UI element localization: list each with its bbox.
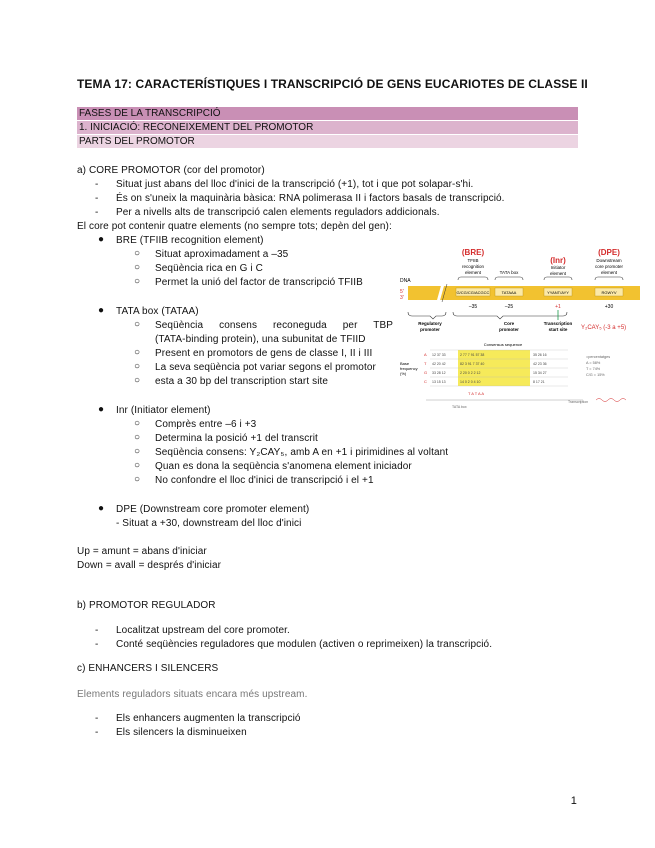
page-number: 1 bbox=[570, 795, 577, 807]
matrix-stat: C/G = 15% bbox=[586, 373, 605, 377]
bre-sequence: G/CG/CG/ACGCC bbox=[456, 290, 490, 295]
circle-bullet: ○ bbox=[134, 361, 141, 372]
matrix-row-label: T bbox=[424, 361, 427, 366]
bre-label: BRE (TFIIB recognition element) bbox=[116, 235, 264, 246]
circle-bullet: ○ bbox=[134, 248, 141, 259]
dpe-position: +30 bbox=[604, 304, 614, 310]
matrix-title: Consensus sequence bbox=[483, 342, 523, 347]
updown-line: Up = amunt = abans d'iniciar bbox=[77, 546, 207, 557]
page-title: TEMA 17: CARACTERÍSTIQUES I TRANSCRIPCIÓ DE GENS EUCARIOTES DE CLASSE II bbox=[77, 77, 588, 91]
dpe-sub: - Situat a +30, downstream del lloc d'inici bbox=[116, 518, 302, 529]
bre-tag: (BRE) bbox=[461, 248, 485, 257]
core-bullet: Situat just abans del lloc d'inici de la transcripció (+1), tot i que pot solapar-s'hi. bbox=[116, 179, 474, 190]
dpe-desc: element bbox=[600, 270, 618, 275]
section-band-iniciacio: 1. INICIACIÓ: RECONEIXEMENT DEL PROMOTOR bbox=[77, 121, 578, 134]
bre-desc: element bbox=[464, 270, 482, 275]
circle-bullet: ○ bbox=[134, 347, 141, 358]
tata-label: TATA box (TATAA) bbox=[116, 306, 199, 317]
bre-desc: recognition bbox=[461, 264, 485, 269]
circle-bullet: ○ bbox=[134, 474, 141, 485]
section-band-parts: PARTS DEL PROMOTOR bbox=[77, 135, 578, 148]
brace bbox=[453, 312, 567, 319]
circle-bullet: ○ bbox=[134, 446, 141, 457]
disc-bullet: ● bbox=[98, 234, 105, 245]
svg-text:15 34 27: 15 34 27 bbox=[533, 371, 547, 375]
dpe-tag: (DPE) bbox=[598, 248, 620, 257]
inr-desc: element bbox=[549, 271, 567, 276]
svg-text:8 17 21: 8 17 21 bbox=[533, 380, 545, 384]
inr-item: No confondre el lloc d'inici de transcripció i el +1 bbox=[155, 475, 374, 486]
tata-position: –25 bbox=[504, 304, 514, 310]
tata-sequence: TATAAA bbox=[501, 290, 517, 295]
bre-item: Seqüència rica en G i C bbox=[155, 263, 263, 274]
matrix-row-label: A bbox=[424, 352, 427, 357]
enhancers-intro: Elements reguladors situats encara més upstream. bbox=[77, 689, 308, 700]
svg-text:33 28 12: 33 28 12 bbox=[432, 371, 446, 375]
circle-bullet: ○ bbox=[134, 418, 141, 429]
five-prime: 5' bbox=[400, 289, 404, 295]
core-intro: El core pot contenir quatre elements (no sempre tots; depèn del gen): bbox=[77, 221, 392, 232]
matrix-axis-start: TATA box bbox=[452, 405, 467, 409]
three-prime: 3' bbox=[400, 295, 404, 301]
matrix-stat: A = 58% bbox=[586, 361, 601, 365]
base-frequency-label: (%) bbox=[400, 371, 407, 376]
svg-text:42 23 36: 42 23 36 bbox=[533, 362, 547, 366]
circle-bullet: ○ bbox=[134, 460, 141, 471]
dpe-desc: core promoter bbox=[594, 264, 624, 269]
regulator-bullet: Localitzat upstream del core promoter. bbox=[116, 625, 290, 636]
matrix-axis-end: Transcription bbox=[568, 400, 589, 404]
dash-bullet: - bbox=[95, 713, 99, 724]
regulatory-promoter-label: Regulatory bbox=[418, 321, 442, 326]
circle-bullet: ○ bbox=[134, 276, 141, 287]
bracket bbox=[544, 277, 572, 280]
dash-bullet: - bbox=[95, 207, 99, 218]
disc-bullet: ● bbox=[98, 503, 105, 514]
tata-item: esta a 30 bp del transcription start site bbox=[155, 376, 329, 387]
circle-bullet: ○ bbox=[134, 262, 141, 273]
bre-desc: TFIIB bbox=[467, 258, 479, 263]
updown-line: Down = avall = després d'iniciar bbox=[77, 560, 222, 571]
circle-bullet: ○ bbox=[134, 375, 141, 386]
disc-bullet: ● bbox=[98, 404, 105, 415]
bre-position: –35 bbox=[468, 304, 478, 310]
bracket bbox=[595, 277, 623, 280]
svg-text:14 0 2 0 4 10: 14 0 2 0 4 10 bbox=[460, 380, 481, 384]
frequency-matrix bbox=[424, 350, 610, 386]
disc-bullet: ● bbox=[98, 305, 105, 316]
tata-item: La seva seqüència pot variar segons el promotor bbox=[155, 362, 376, 373]
svg-text:42 20 42: 42 20 42 bbox=[432, 362, 446, 366]
dpe-label: DPE (Downstream core promoter element) bbox=[116, 504, 310, 515]
circle-bullet: ○ bbox=[134, 319, 141, 330]
dna-label: DNA bbox=[400, 278, 411, 284]
inr-item: Comprès entre –6 i +3 bbox=[155, 419, 257, 430]
enhancers-bullet: Els enhancers augmenten la transcripció bbox=[116, 713, 301, 724]
inr-item: Seqüència consens: Y₂CAY₅, amb A en +1 i pirimidines al voltant bbox=[155, 447, 449, 458]
base-frequency-label: frequency bbox=[400, 366, 418, 371]
core-heading: a) CORE PROMOTOR (cor del promotor) bbox=[77, 165, 265, 176]
dash-bullet: - bbox=[95, 625, 99, 636]
tss-label: Transcription bbox=[543, 321, 573, 326]
inr-label: Inr (Initiator element) bbox=[116, 405, 211, 416]
dash-bullet: - bbox=[95, 193, 99, 204]
inr-item: Determina la posició +1 del transcrit bbox=[155, 433, 318, 444]
tss-label: start site bbox=[548, 327, 568, 332]
svg-text:82 3 91 7 37 40: 82 3 91 7 37 40 bbox=[460, 362, 485, 366]
promoter-diagram bbox=[398, 244, 643, 419]
inr-consensus: Y₂CAY₅ (-3 a +5) bbox=[581, 325, 627, 331]
regulatory-promoter-label: promoter bbox=[420, 327, 440, 332]
dpe-desc: Downstream bbox=[596, 258, 622, 263]
tata-desc: TATA box bbox=[499, 270, 519, 275]
mrna-wave bbox=[596, 399, 626, 402]
inr-sequence: YYANT/AYY bbox=[547, 290, 569, 295]
bre-item: Permet la unió del factor de transcripció TFIIB bbox=[155, 277, 363, 288]
brace bbox=[408, 312, 446, 319]
bracket bbox=[495, 277, 523, 280]
matrix-stat: =percentatges bbox=[586, 355, 611, 359]
svg-text:2 77 7 91 57 38: 2 77 7 91 57 38 bbox=[460, 353, 485, 357]
inr-desc: Initiator bbox=[550, 265, 566, 270]
matrix-axis-tata: T A T A A bbox=[468, 391, 485, 396]
tata-item: Seqüència consens reconeguda per TBP bbox=[155, 320, 393, 331]
svg-text:2 20 0 2 2 12: 2 20 0 2 2 12 bbox=[460, 371, 481, 375]
core-promoter-label: promoter bbox=[499, 327, 519, 332]
base-frequency-label: Base bbox=[400, 361, 410, 366]
core-bullet: És on s'uneix la maquinària bàsica: RNA polimerasa II i factors basals de transcripció. bbox=[116, 193, 505, 204]
inr-position: +1 bbox=[555, 304, 561, 310]
dash-bullet: - bbox=[95, 179, 99, 190]
dash-bullet: - bbox=[95, 727, 99, 738]
svg-text:13 15 13: 13 15 13 bbox=[432, 380, 446, 384]
matrix-row-label: C bbox=[424, 379, 427, 384]
tata-item: Present en promotors de gens de classe I, II i III bbox=[155, 348, 373, 359]
tata-item-cont: (TATA-binding protein), una subunitat de TFIID bbox=[155, 334, 366, 345]
inr-tag: (Inr) bbox=[550, 256, 566, 265]
dpe-sequence: RGWYV bbox=[601, 290, 617, 295]
enhancers-bullet: Els silencers la disminueixen bbox=[116, 727, 247, 738]
bracket bbox=[458, 277, 488, 280]
core-promoter-label: Core bbox=[503, 321, 515, 326]
circle-bullet: ○ bbox=[134, 432, 141, 443]
regulator-heading: b) PROMOTOR REGULADOR bbox=[77, 600, 216, 611]
svg-text:12 37 33: 12 37 33 bbox=[432, 353, 446, 357]
regulator-bullet: Conté seqüències reguladores que modulen (activen o reprimeixen) la transcripció. bbox=[116, 639, 493, 650]
bre-item: Situat aproximadament a –35 bbox=[155, 249, 289, 260]
section-band-fases: FASES DE LA TRANSCRIPCIÓ bbox=[77, 107, 578, 120]
core-bullet: Per a nivells alts de transcripció calen elements reguladors addicionals. bbox=[116, 207, 440, 218]
matrix-stat: T = 74% bbox=[586, 367, 601, 371]
svg-text:35 26 16: 35 26 16 bbox=[533, 353, 547, 357]
inr-item: Quan es dona la seqüència s'anomena element iniciador bbox=[155, 461, 412, 472]
matrix-row-label: G bbox=[424, 370, 428, 375]
dash-bullet: - bbox=[95, 639, 99, 650]
enhancers-heading: c) ENHANCERS I SILENCERS bbox=[77, 663, 219, 674]
